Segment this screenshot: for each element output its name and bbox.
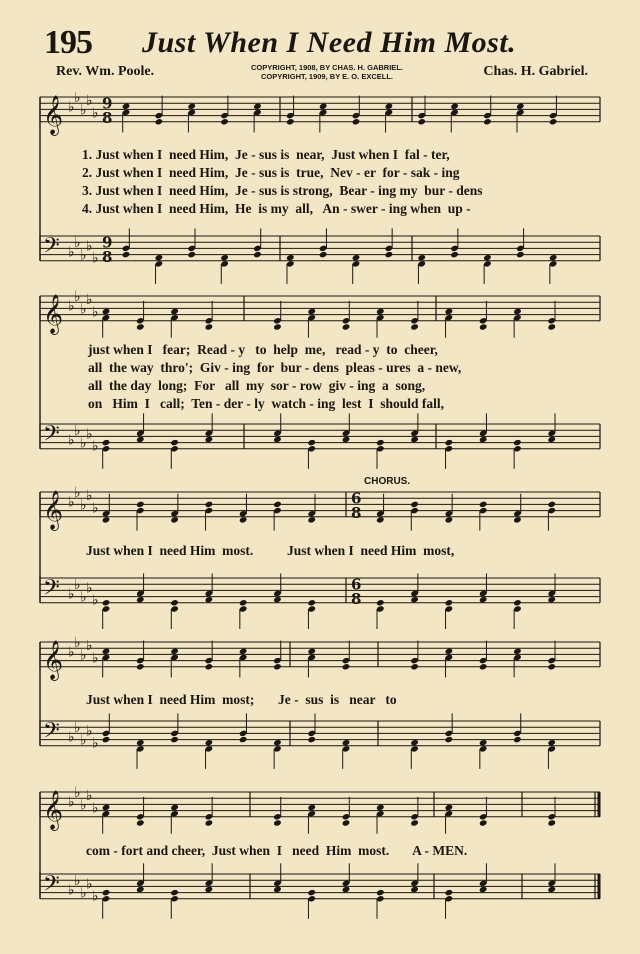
note-head bbox=[342, 886, 351, 893]
note-head bbox=[170, 648, 179, 655]
note-head bbox=[307, 804, 316, 811]
note-head bbox=[273, 819, 282, 826]
note-head bbox=[136, 739, 145, 746]
note-head bbox=[239, 648, 248, 655]
note-head bbox=[273, 596, 282, 603]
note-head bbox=[170, 439, 179, 446]
note-head bbox=[102, 736, 111, 743]
bass-clef-icon: 𝄢 bbox=[43, 871, 60, 902]
note-head bbox=[547, 436, 556, 443]
note-head bbox=[445, 516, 454, 523]
treble-clef-icon: 𝄞 bbox=[43, 293, 64, 334]
note-head bbox=[513, 308, 522, 315]
note-head bbox=[155, 254, 164, 261]
note-head bbox=[170, 889, 179, 896]
flat-icon: ♭ bbox=[68, 244, 75, 261]
note-head bbox=[307, 648, 316, 655]
composer-credit: Chas. H. Gabriel. bbox=[483, 64, 588, 79]
flat-icon: ♭ bbox=[92, 500, 99, 517]
note-head bbox=[479, 596, 488, 603]
flat-icon: ♭ bbox=[86, 93, 93, 110]
note-head bbox=[220, 254, 229, 261]
note-head bbox=[319, 103, 328, 110]
note-head bbox=[239, 736, 248, 743]
note-head bbox=[102, 804, 111, 811]
flat-icon: ♭ bbox=[86, 488, 93, 505]
flat-icon: ♭ bbox=[80, 732, 87, 749]
time-signature-top: 9 bbox=[102, 94, 113, 113]
note-head bbox=[220, 118, 229, 125]
bass-clef-icon: 𝄢 bbox=[43, 233, 60, 264]
lyric-s2-verse1: just when I fear; Read - y to help me, read - y to cheer, bbox=[88, 342, 438, 357]
flat-icon: ♭ bbox=[68, 794, 75, 811]
flat-icon: ♭ bbox=[80, 797, 87, 814]
note-head bbox=[513, 648, 522, 655]
flat-icon: ♭ bbox=[92, 650, 99, 667]
note-head bbox=[479, 886, 488, 893]
flat-icon: ♭ bbox=[74, 873, 81, 890]
flat-icon: ♭ bbox=[80, 497, 87, 514]
note-head bbox=[122, 103, 131, 110]
lyric-s2-verse4: on Him I call; Ten - der - ly watch - ing lest I should fall, bbox=[88, 396, 445, 411]
flat-icon: ♭ bbox=[92, 438, 99, 455]
flat-icon: ♭ bbox=[86, 788, 93, 805]
flat-icon: ♭ bbox=[68, 882, 75, 899]
note-head bbox=[307, 889, 316, 896]
note-head bbox=[273, 739, 282, 746]
lyric-s4: Just when I need Him most; Je - sus is near to bbox=[86, 692, 397, 707]
note-head bbox=[479, 501, 488, 508]
flat-icon: ♭ bbox=[74, 90, 81, 106]
flat-icon: ♭ bbox=[74, 635, 81, 651]
flat-icon: ♭ bbox=[74, 235, 81, 252]
author-credit: Rev. Wm. Poole. bbox=[56, 64, 155, 79]
flat-icon: ♭ bbox=[86, 876, 93, 893]
flat-icon: ♭ bbox=[92, 888, 99, 905]
note-head bbox=[547, 323, 556, 330]
note-head bbox=[307, 308, 316, 315]
note-head bbox=[102, 516, 111, 523]
treble-clef-icon: 𝄞 bbox=[43, 789, 64, 830]
flat-icon: ♭ bbox=[80, 435, 87, 452]
note-head bbox=[239, 516, 248, 523]
note-head bbox=[483, 254, 492, 261]
note-head bbox=[445, 648, 454, 655]
note-head bbox=[376, 599, 385, 606]
time-signature-bottom: 8 bbox=[351, 589, 362, 608]
note-head bbox=[170, 516, 179, 523]
note-head bbox=[170, 308, 179, 315]
note-head bbox=[136, 501, 145, 508]
note-head bbox=[516, 251, 525, 258]
note-head bbox=[286, 118, 295, 125]
flat-icon: ♭ bbox=[74, 423, 81, 440]
note-head bbox=[483, 118, 492, 125]
note-head bbox=[479, 819, 488, 826]
note-head bbox=[136, 436, 145, 443]
note-head bbox=[385, 103, 394, 110]
note-head bbox=[102, 599, 111, 606]
flat-icon: ♭ bbox=[92, 250, 99, 267]
note-head bbox=[342, 819, 351, 826]
note-head bbox=[307, 599, 316, 606]
time-signature-top: 6 bbox=[351, 575, 362, 594]
note-head bbox=[102, 308, 111, 315]
note-head bbox=[205, 596, 214, 603]
note-head bbox=[376, 308, 385, 315]
note-head bbox=[136, 819, 145, 826]
flat-icon: ♭ bbox=[68, 644, 75, 661]
note-head bbox=[205, 819, 214, 826]
flat-icon: ♭ bbox=[86, 580, 93, 597]
note-head bbox=[205, 886, 214, 893]
flat-icon: ♭ bbox=[74, 720, 81, 737]
flat-icon: ♭ bbox=[92, 592, 99, 609]
note-head bbox=[479, 663, 488, 670]
note-head bbox=[342, 739, 351, 746]
note-head bbox=[547, 886, 556, 893]
flat-icon: ♭ bbox=[86, 723, 93, 740]
note-head bbox=[136, 596, 145, 603]
flat-icon: ♭ bbox=[74, 577, 81, 594]
note-head bbox=[385, 251, 394, 258]
note-head bbox=[445, 439, 454, 446]
lyric-s1-verse3: 3. Just when I need Him, Je - sus is strong, Bear - ing my bur - dens bbox=[82, 183, 483, 198]
note-head bbox=[273, 436, 282, 443]
note-head bbox=[376, 516, 385, 523]
flat-icon: ♭ bbox=[92, 735, 99, 752]
flat-icon: ♭ bbox=[80, 301, 87, 318]
note-head bbox=[376, 804, 385, 811]
note-head bbox=[445, 599, 454, 606]
note-head bbox=[352, 118, 361, 125]
flat-icon: ♭ bbox=[86, 638, 93, 655]
note-head bbox=[513, 736, 522, 743]
time-signature-bottom: 8 bbox=[102, 247, 113, 266]
note-head bbox=[410, 663, 419, 670]
note-head bbox=[307, 439, 316, 446]
note-head bbox=[342, 323, 351, 330]
flat-icon: ♭ bbox=[68, 432, 75, 449]
treble-clef-icon: 𝄞 bbox=[43, 94, 64, 135]
flat-icon: ♭ bbox=[80, 247, 87, 264]
treble-clef-icon: 𝄞 bbox=[43, 489, 64, 530]
note-head bbox=[479, 323, 488, 330]
flat-icon: ♭ bbox=[80, 102, 87, 119]
note-head bbox=[342, 436, 351, 443]
note-head bbox=[376, 439, 385, 446]
note-head bbox=[273, 501, 282, 508]
flat-icon: ♭ bbox=[86, 238, 93, 255]
note-head bbox=[319, 251, 328, 258]
note-head bbox=[445, 736, 454, 743]
note-head bbox=[253, 103, 262, 110]
lyric-s2-verse3: all the day long; For all my sor - row giv - ing a song, bbox=[88, 378, 426, 393]
lyric-s1-verse4: 4. Just when I need Him, He is my all, An - swer - ing when up - bbox=[82, 201, 471, 216]
note-head bbox=[410, 323, 419, 330]
lyric-s2-verse2: all the way thro'; Giv - ing for bur - dens pleas - ures a - new, bbox=[88, 360, 462, 375]
note-head bbox=[102, 648, 111, 655]
flat-icon: ♭ bbox=[74, 289, 81, 305]
copyright-line-1: COPYRIGHT, 1908, BY CHAS. H. GABRIEL. bbox=[251, 63, 403, 72]
note-head bbox=[410, 739, 419, 746]
note-head bbox=[376, 889, 385, 896]
bass-clef-icon: 𝄢 bbox=[43, 718, 60, 749]
bass-clef-icon: 𝄢 bbox=[43, 421, 60, 452]
flat-icon: ♭ bbox=[80, 885, 87, 902]
note-head bbox=[513, 516, 522, 523]
note-head bbox=[410, 819, 419, 826]
note-head bbox=[410, 501, 419, 508]
time-signature-top: 6 bbox=[351, 489, 362, 508]
flat-icon: ♭ bbox=[74, 785, 81, 801]
note-head bbox=[187, 251, 196, 258]
flat-icon: ♭ bbox=[68, 729, 75, 746]
note-head bbox=[417, 254, 426, 261]
flat-icon: ♭ bbox=[86, 292, 93, 309]
note-head bbox=[136, 886, 145, 893]
note-head bbox=[547, 663, 556, 670]
note-head bbox=[273, 663, 282, 670]
treble-clef-icon: 𝄞 bbox=[43, 639, 64, 680]
note-head bbox=[445, 308, 454, 315]
time-signature-bottom: 8 bbox=[102, 108, 113, 127]
note-head bbox=[513, 599, 522, 606]
note-head bbox=[549, 118, 558, 125]
copyright-line-2: COPYRIGHT, 1909, BY E. O. EXCELL. bbox=[261, 72, 393, 81]
note-head bbox=[410, 886, 419, 893]
note-head bbox=[136, 323, 145, 330]
flat-icon: ♭ bbox=[92, 304, 99, 321]
note-head bbox=[170, 599, 179, 606]
note-head bbox=[352, 254, 361, 261]
note-head bbox=[547, 739, 556, 746]
lyric-s1-verse2: 2. Just when I need Him, Je - sus is true, Nev - er for - sak - ing bbox=[82, 165, 460, 180]
note-head bbox=[205, 436, 214, 443]
time-signature-bottom: 8 bbox=[351, 503, 362, 522]
note-head bbox=[307, 516, 316, 523]
note-head bbox=[273, 323, 282, 330]
note-head bbox=[187, 103, 196, 110]
note-head bbox=[205, 323, 214, 330]
note-head bbox=[239, 599, 248, 606]
note-head bbox=[307, 736, 316, 743]
note-head bbox=[547, 596, 556, 603]
flat-icon: ♭ bbox=[68, 298, 75, 315]
flat-icon: ♭ bbox=[68, 99, 75, 116]
lyric-s5: com - fort and cheer, Just when I need Him most. A - MEN. bbox=[86, 843, 468, 858]
note-head bbox=[136, 663, 145, 670]
chorus-label: CHORUS. bbox=[364, 476, 411, 487]
note-head bbox=[410, 436, 419, 443]
flat-icon: ♭ bbox=[80, 647, 87, 664]
note-head bbox=[547, 819, 556, 826]
note-head bbox=[445, 804, 454, 811]
note-head bbox=[547, 501, 556, 508]
note-head bbox=[170, 736, 179, 743]
note-head bbox=[286, 254, 295, 261]
lyric-s3: Just when I need Him most. Just when I need Him most, bbox=[86, 543, 455, 558]
bass-clef-icon: 𝄢 bbox=[43, 575, 60, 606]
note-head bbox=[516, 103, 525, 110]
flat-icon: ♭ bbox=[74, 485, 81, 501]
hymn-title: Just When I Need Him Most. bbox=[142, 26, 517, 59]
note-head bbox=[450, 103, 459, 110]
note-head bbox=[170, 804, 179, 811]
lyric-s1-verse1: 1. Just when I need Him, Je - sus is near, Just when I fal - ter, bbox=[82, 147, 450, 162]
hymn-number: 195 bbox=[44, 24, 92, 61]
note-head bbox=[273, 886, 282, 893]
flat-icon: ♭ bbox=[86, 426, 93, 443]
note-head bbox=[102, 439, 111, 446]
note-head bbox=[549, 254, 558, 261]
note-head bbox=[342, 663, 351, 670]
note-head bbox=[205, 739, 214, 746]
note-head bbox=[205, 501, 214, 508]
note-head bbox=[410, 596, 419, 603]
note-head bbox=[155, 118, 164, 125]
time-signature-top: 9 bbox=[102, 233, 113, 252]
note-head bbox=[122, 251, 131, 258]
flat-icon: ♭ bbox=[68, 494, 75, 511]
flat-icon: ♭ bbox=[92, 105, 99, 122]
note-head bbox=[253, 251, 262, 258]
note-head bbox=[417, 118, 426, 125]
note-head bbox=[445, 889, 454, 896]
flat-icon: ♭ bbox=[92, 800, 99, 817]
note-head bbox=[102, 889, 111, 896]
note-head bbox=[450, 251, 459, 258]
flat-icon: ♭ bbox=[80, 589, 87, 606]
note-head bbox=[205, 663, 214, 670]
note-head bbox=[513, 439, 522, 446]
note-head bbox=[479, 739, 488, 746]
note-head bbox=[479, 436, 488, 443]
flat-icon: ♭ bbox=[68, 586, 75, 603]
